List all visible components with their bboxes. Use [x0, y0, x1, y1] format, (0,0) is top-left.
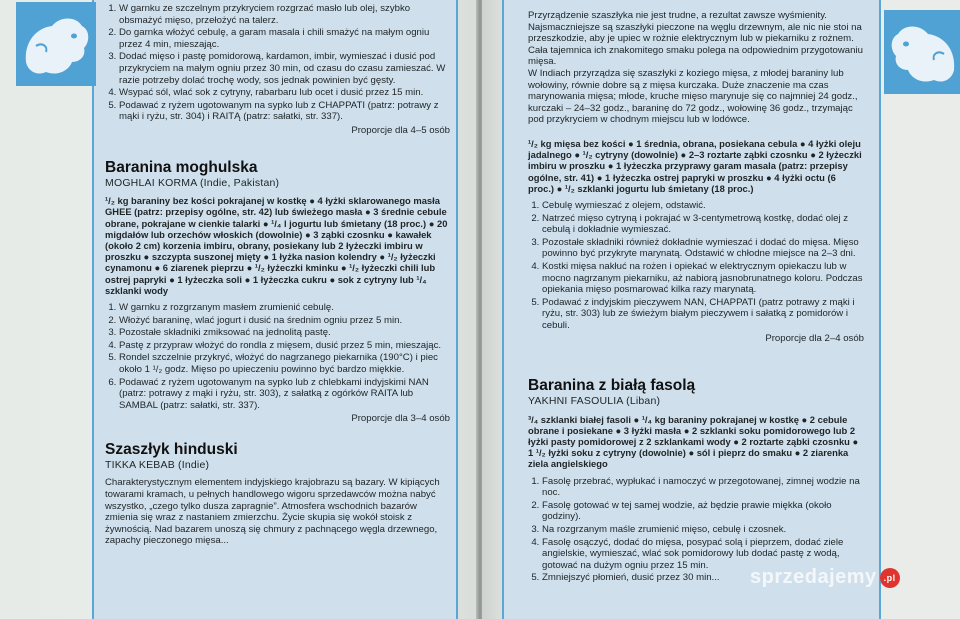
method-steps-list [528, 200, 864, 332]
list-item: 6. Podawać z ryżem ugotowanym na sypko lub z chlebkami indyjskimi NAN (patrz: potrawy z mąki i ryżu, str. 303), z sałatką z ogórków RAITA lub SAMBAL (patrz: sałatki, str. 337). [119, 377, 450, 412]
left-margin-rule-right [456, 0, 458, 619]
left-page [0, 0, 478, 619]
recipe-intro-text: Przyrządzenie szaszłyka nie jest trudne, a rezultat zawsze wyśmienity. Najsmaczniejsze są szaszłyki pieczone na węglu drzewnym, ale nic nie stoi na przeszkodzie, aby je upiec w rożnie elektrycznym lub w piekarniku z rożnem. Cała tajemnica ich znakomitego smaku polega na odpowiednim przygotowaniu mięsa. W Indiach przyrządza się szaszłyki z koziego mięsa, z młodej baraniny lub wołowiny, równie dobre są z mięsa kurczaka. Duże znaczenie ma czas marynowania mięsa; młode, kruche mięso marynuje się co najmniej 24 godz., kurczaki – 24–32 godz., baraninę do 72 godz., wołowinę 36 godz., trzymając pod przykryciem w chodnym miejscu lub w lodówce. [528, 10, 863, 126]
sheep-icon [16, 2, 96, 86]
list-item: 2. Włożyć baraninę, wlać jogurt i dusić na średnim ogniu przez 5 min. [119, 315, 450, 327]
watermark-badge: .pl [880, 568, 900, 588]
list-item: 2. Fasolę gotować w tej samej wodzie, aż będzie prawie miękka (około godziny). [542, 500, 864, 523]
recipe-subtitle: TIKKA KEBAB (Indie) [105, 458, 210, 471]
list-item: 3. Na rozgrzanym maśle zrumienić mięso, cebulę i czosnek. [542, 524, 864, 536]
method-steps-list [105, 302, 450, 411]
list-item: 4. Kostki mięsa nakłuć na rożen i opiekać w elektrycznym opiekaczu lub w mocno nagrzanym piekarniku, aż nabiorą jasnobrunatnego koloru. Podczas opiekania mięso posmarować kilka razy marynatą. [542, 261, 864, 296]
list-item: 5. Podawać z ryżem ugotowanym na sypko lub z CHAPPATI (patrz: potrawy z mąki i ryżu, str. 304) i RAITĄ (patrz: sałatki, str. 337). [119, 100, 450, 123]
recipe-title: Szaszłyk hinduski [105, 440, 238, 458]
ingredients-list: ¹/₂ kg mięsa bez kości ● 1 średnia, obrana, posiekana cebula ● 4 łyżki oleju jadalnego ● ¹/₂ cytryny (dowolnie) ● 2–3 roztarte ząbki czosnku ● 2 łyżeczki imbiru w proszku ● 1 łyżeczka przyprawy garam masala (patrz: przepisy ogólne, str. 41) ● 1 łyżeczka ostrej papryki w proszku ● 4 łyżki octu (6 proc.) ● ¹/₂ szklanki jogurtu lub śmietany (18 proc.) [528, 137, 862, 194]
list-item: 1. Cebulę wymieszać z olejem, odstawić. [542, 200, 864, 212]
sheep-icon [884, 10, 960, 94]
list-item: 4. Wsypać sól, wlać sok z cytryny, rabarbaru lub ocet i dusić przez 15 min. [119, 87, 450, 99]
top-steps-list [105, 3, 450, 123]
left-column [105, 0, 450, 547]
list-item: 3. Pozostałe składniki również dokładnie wymieszać i dodać do mięsa. Mięso powinno być przykryte marynatą. Odstawić w chłodne miejsce na 2–3 dni. [542, 237, 864, 260]
list-item: 5. Rondel szczelnie przykryć, włożyć do nagrzanego piekarnika (190°C) i piec około 1 ¹/₂ godz. Mięso po upieczeniu powinno być bardzo miękkie. [119, 352, 450, 375]
list-item: 1. Fasolę przebrać, wypłukać i namoczyć w przegotowanej, zimnej wodzie na noc. [542, 476, 864, 499]
watermark [750, 566, 900, 589]
right-margin-rule [879, 0, 881, 619]
list-item: 2. Do garnka włożyć cebulę, a garam masala i chili smażyć na małym ogniu przez 4 min, mieszając. [119, 27, 450, 50]
right-margin-rule-left [502, 0, 504, 619]
list-item: 1. W garnku z rozgrzanym masłem zrumienić cebulę. [119, 302, 450, 314]
portion-note: Proporcje dla 3–4 osób [351, 413, 450, 425]
recipe-subtitle: MOGHLAI KORMA (Indie, Pakistan) [105, 176, 280, 189]
list-item: 3. Pozostałe składniki zmiksować na jednolitą pastę. [119, 327, 450, 339]
portion-note: Proporcje dla 4–5 osób [351, 124, 450, 136]
list-item: 4. Pastę z przypraw włożyć do rondla z mięsem, dusić przez 5 min, mieszając. [119, 340, 450, 352]
list-item: 5. Podawać z indyjskim pieczywem NAN, CHAPPATI (patrz potrawy z mąki i ryżu, str. 303) lub ze świeżym białym pieczywem i sałatką z pomidorów i cebuli. [542, 297, 864, 332]
recipe-subtitle: YAKHNI FASOULIA (Liban) [528, 395, 661, 408]
watermark-text: sprzedajemy [750, 566, 877, 588]
recipe-title: Baranina moghulska [105, 158, 258, 176]
ingredients-list: ¹/₂ kg baraniny bez kości pokrajanej w kostkę ● 4 łyżki sklarowanego masła GHEE (patrz: przepisy ogólne, str. 42) lub świeżego masła ● 3 średnie cebule obrane, pokrajane w cienkie talarki ● ¹/₄ l jogurtu lub śmietany (18 proc.) ● 20 migdałów lub orzechów włoskich (dowolnie) ● 3 ząbki czosnku ● kawałek (około 2 cm) korzenia imbiru, obrany, posiekany lub 2 łyżeczki imbiru w proszku ● szczypta suszonej mięty ● 1 łyżka nasion kolendry ● ¹/₂ łyżeczki cynamonu ● 6 ziarenek pieprzu ● ¹/₂ łyżeczki kminku ● ¹/₂ łyżeczki chili lub ostrej papryki ● 1 łyżeczka soli ● 1 łyżeczka cukru ● sok z cytryny lub ¹/₄ szklanki wody [105, 195, 448, 296]
portion-note: Proporcje dla 2–4 osób [765, 333, 864, 345]
list-item: 2. Natrzeć mięso cytryną i pokrajać w 3-centymetrową kostkę, dodać olej z cebulą i dokładnie wymieszać. [542, 213, 864, 236]
list-item: 4. Fasolę osączyć, dodać do mięsa, posypać solą i pieprzem, dodać ziele angielskie, wymieszać, wlać sok pomidorowy lub dodać pastę z wodą, gotować na dużym ogniu przez 15 min. [542, 537, 864, 572]
right-page [482, 0, 960, 619]
ingredients-list: ³/₄ szklanki białej fasoli ● ¹/₄ kg baraniny pokrajanej w kostkę ● 2 cebule obrane i posiekane ● 3 łyżki masła ● 2 szklanki soku pomidorowego lub 2 łyżki pasty pomidorowej z 2 szklankami wody ● 2 roztarte ząbki czosnku ● 1 ¹/₂ łyżki soku z cytryny (dowolnie) ● sól i pieprz do smaku ● 2 ziarenka ziela angielskiego [528, 413, 859, 470]
recipe-intro-text: Charakterystycznym elementem indyjskiego krajobrazu są bazary. W kipiących towarami kramach, u pełnych handlowego wigoru sprzedawców można nabyć wszystko, „czego tylko dusza zapragnie”. Atmosfera wschodnich bazarów zmienia się wraz z nastaniem zmierzchu. Życie skupia się wokół stoisk z żywnością. Nad bazarem unoszą się chmury z pachnącego węgla drzewnego, zapachy pieczonego mięsa... [105, 477, 440, 547]
list-item: 1. W garnku ze szczelnym przykryciem rozgrzać masło lub olej, szybko obsmażyć mięso, przełożyć na talerz. [119, 3, 450, 26]
recipe-title: Baranina z białą fasolą [528, 377, 696, 395]
list-item: 3. Dodać mięso i pastę pomidorową, kardamon, imbir, wymieszać i dusić pod przykryciem na małym ogniu przez 30 min, od czasu do czasu zamieszać. W razie potrzeby dolać trochę wody, sos jednak powinien być gęsty. [119, 51, 450, 86]
right-column [528, 10, 864, 585]
left-margin-rule [92, 0, 94, 619]
list-item: 5. Zmniejszyć płomień, dusić przez 30 min... [542, 572, 864, 584]
